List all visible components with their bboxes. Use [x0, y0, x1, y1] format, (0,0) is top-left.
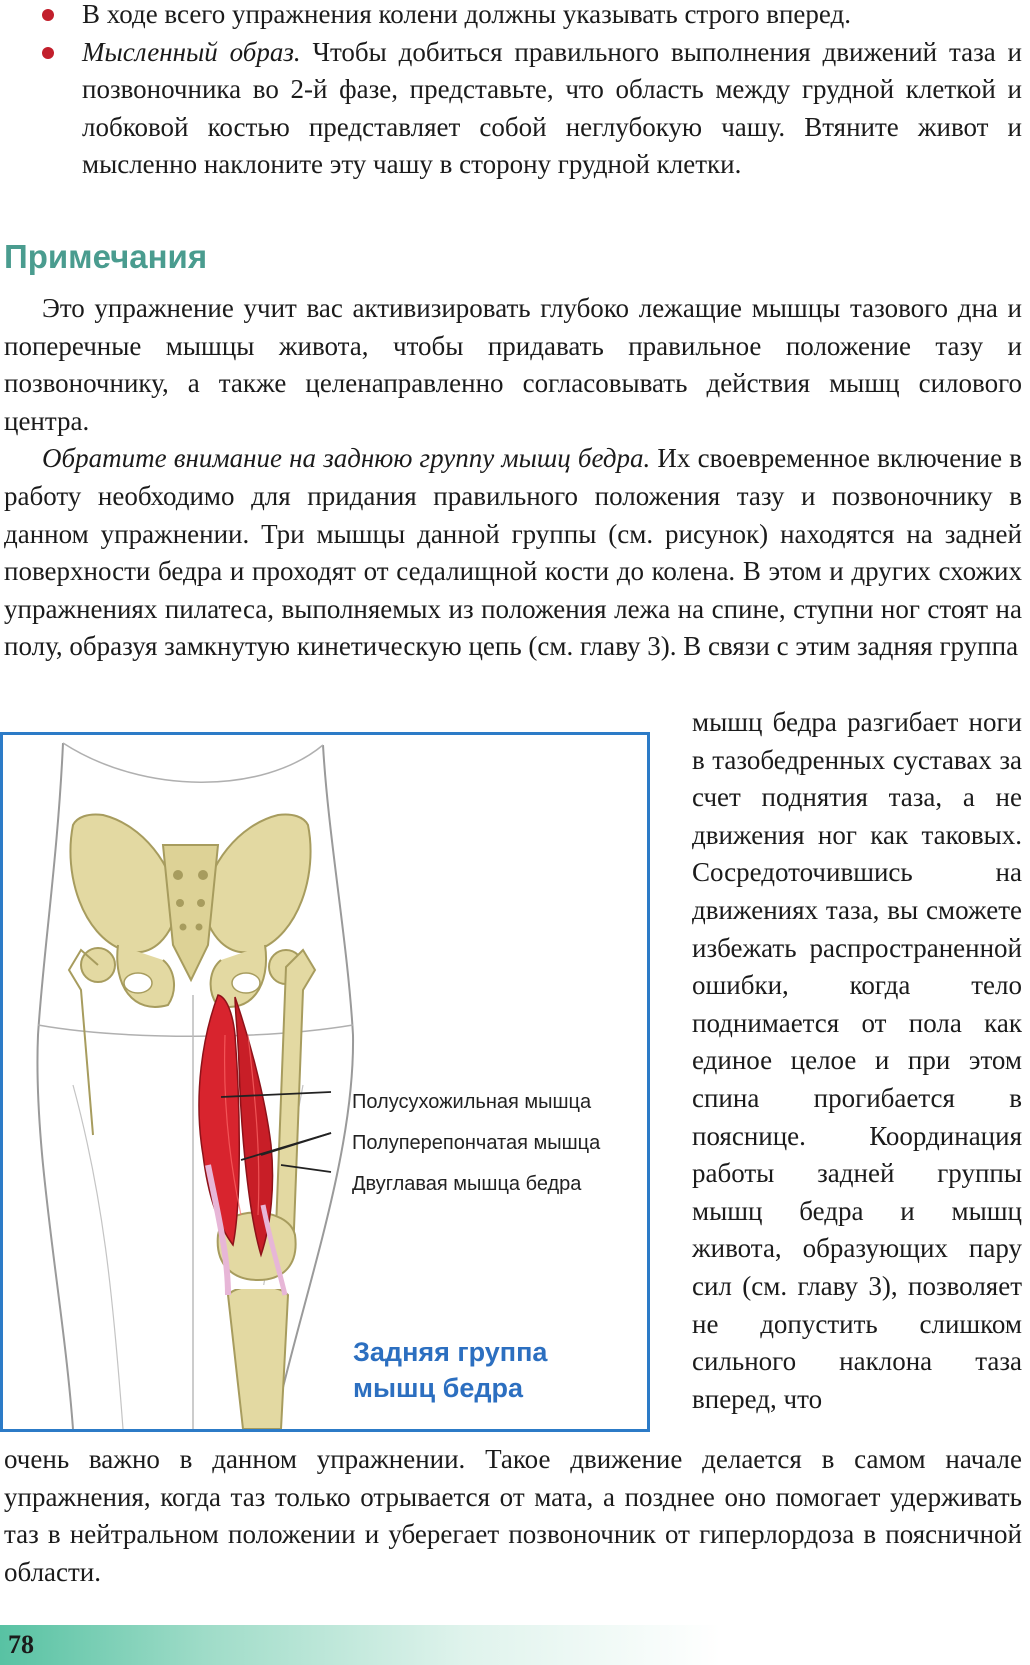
tip-item: [40, 0, 1022, 34]
tip-item: [40, 34, 1022, 184]
figure-title-line-2: мышц бедра: [353, 1373, 523, 1403]
footer-accent-bar: [0, 1625, 1030, 1665]
paragraph-2-lead: Обратите внимание на заднюю группу мышц бедра.: [42, 443, 651, 474]
figure-title: [353, 1334, 547, 1406]
label-semimembranosus: Полуперепончатая мышца: [352, 1132, 601, 1154]
notes-paragraph-2: [4, 440, 1022, 666]
hamstring-figure: [0, 732, 650, 1432]
figure-title-line-1: Задняя группа: [353, 1337, 548, 1367]
label-biceps-femoris: Двуглавая мышца бедра: [352, 1173, 582, 1195]
paragraph-2-text: Их своевременное включение в работу необходимо для придания правильного положения тазу и позвоночнику в данном упражнении. Три мышцы данной группы (см. рисунок) находятся на задней поверхности бедра и проходят от седалищной кости до колена. В этом и других схожих упражнениях пилатеса, выполняемых из положения лежа на спине, ступни ног стоят на полу, образуя замкнутую кинетическую цепь (см. главу 3). В связи с этим задняя группа: [4, 443, 1022, 662]
tip-text: Чтобы добиться правильного выполнения движений таза и позвоночника во 2-й фазе, представьте, что область между грудной клеткой и лобковой костью представляет собой неглубокую чашу. Втяните живот и мысленно наклоните эту чашу в сторону грудной клетки.: [82, 36, 1022, 180]
hamstring-illustration: [3, 735, 647, 1429]
tips-list: [40, 0, 1022, 184]
notes-continuation: очень важно в данном упражнении. Такое движение делается в самом начале упражнения, когда таз только отрывается от мата, а позднее оно помогает удерживать таз в нейтральном положении и уберегает позвоночник от гиперлордоза в поясничной области.: [4, 1444, 1022, 1587]
tip-text: В ходе всего упражнения колени должны указывать строго вперед.: [82, 0, 851, 29]
section-heading-notes: Примечания: [4, 238, 208, 275]
notes-body: [4, 290, 1022, 666]
notes-paragraph-1: Это упражнение учит вас активизировать глубоко лежащие мышцы тазового дна и поперечные мышцы живота, чтобы придавать правильное положение тазу и позвоночнику, а также целенаправленно согласовывать действия мышц силового центра.: [4, 293, 1022, 436]
wrapped-text-column: мышц бедра разгибает ноги в тазобедренных суставах за счет поднятия таза, а не движения ног как таковых. Сосредоточившись на движениях таза, вы сможете избежать распространенной ошибки, когда тело поднимается от пола как единое целое и при этом спина прогибается в пояснице. Координация работы задней группы мышц бедра и мышц живота, образующих пару сил (см. главу 3), позволяет не допустить слишком сильного наклона таза вперед, что: [692, 707, 1022, 1414]
page-number: 78: [8, 1630, 34, 1659]
bullet-dot-icon: [42, 9, 54, 21]
tip-lead: Мысленный образ.: [82, 36, 301, 67]
label-semitendinosus: Полусухожильная мышца: [352, 1091, 592, 1113]
bullet-dot-icon: [42, 47, 54, 59]
